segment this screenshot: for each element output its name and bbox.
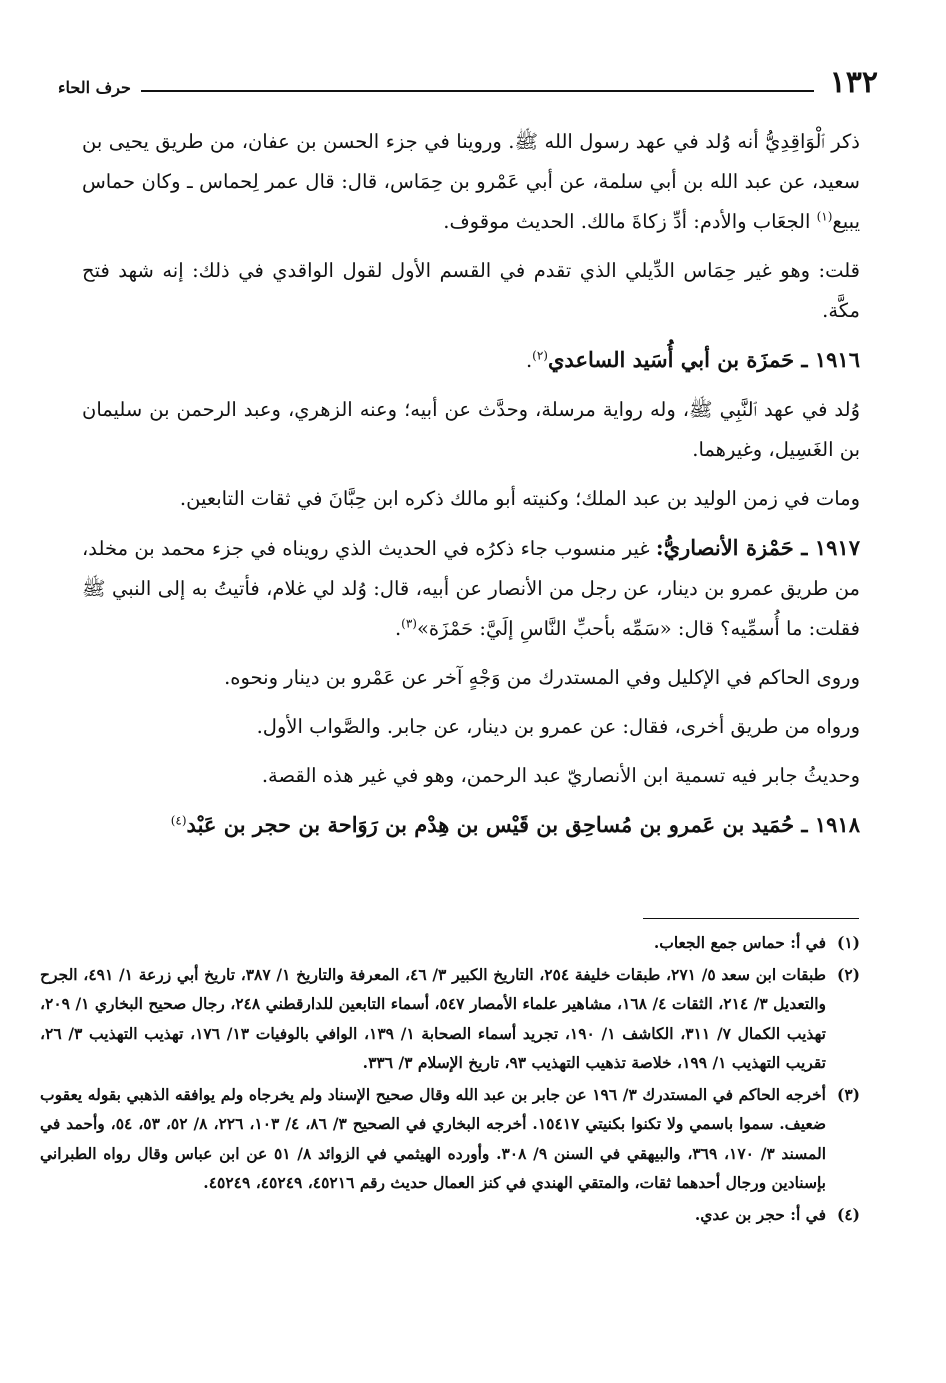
paragraph-intro: ذكر ٱلْوَاقِدِيُّ أنه وُلد في عهد رسول الله ﷺ. وروينا في جزء الحسن بن عفان، من طريق يحيى بن سعيد، عن عبد الله بن أبي سلمة، عن أبي عَمْرو بن حِمَاس، قال: قال عمر لِحماس ـ وكان حماس يبيع$^{(١)}$ الجعَاب والأدم: أدِّ زكاةَ مالك. الحديث موقوف. <box>82 130 860 233</box>
entry-1917-heading: ١٩١٧ ـ حَمْزة الأنصاريُّ: <box>655 535 860 560</box>
footnote-ref-3: (٣) <box>401 616 417 631</box>
main-text <box>82 122 860 855</box>
footnotes <box>40 928 860 1231</box>
footnote-4: (٤) في أ: حجر بن عدي. <box>694 1204 860 1224</box>
page-number: ١٣٢ <box>829 65 878 100</box>
footnote-divider <box>643 918 859 919</box>
paragraph-other-route: ورواه من طريق أخرى، فقال: عن عمرو بن دينار، عن جابر. والصَّواب الأول. <box>256 715 860 738</box>
paragraph-1916-death: ومات في زمن الوليد بن عبد الملك؛ وكنيته أبو مالك ذكره ابن حِبَّانَ في ثقات التابعين. <box>179 487 860 510</box>
entry-1916-heading: ١٩١٦ ـ حَمزَة بن أبي أُسَيد الساعدي$^{(٢)}$. <box>525 347 860 372</box>
footnote-ref-1: (١) <box>816 209 833 224</box>
paragraph-note: قلت: وهو غير حِمَاس الدِّيلي الذي تقدم في القسم الأول لقول الواقدي في ذلك: إنه شهد فتح مكَّة. <box>82 259 860 322</box>
entry-1918-heading: ١٩١٨ ـ حُمَيد بن عَمرو بن مُساحِق بن قَيْس بن هِدْم بن رَوَاحة بن حجر بن عَبْد$^{(٤)}$ <box>170 812 860 837</box>
footnote-1: (١) في أ: حماس جمع الجعاب. <box>653 933 860 952</box>
paragraph-jabir: وحديثُ جابر فيه تسمية ابن الأنصاريّ عبد الرحمن، وهو في غير هذه القصة. <box>261 764 860 787</box>
running-title: حرف الحاء <box>58 78 131 97</box>
footnote-2: (٢) طبقات ابن سعد ٥/ ٢٧١، طبقات خليفة ٢٥٤، التاريخ الكبير ٣/ ٤٦، المعرفة والتاريخ ١/ ٣٨٧، تاريخ أبي زرعة ١/ ٤٩١، الجرح والتعديل ٣/ ٢١٤، الثقات ٤/ ١٦٨، مشاهير علماء الأمصار ٥٤٧، أسماء التابعين للدارقطني ٢٤٨، رجال صحيح البخاري ١/ ٢٠٩، تهذيب الكمال ٧/ ٣١١، الكاشف ١/ ١٩٠، تجريد أسماء الصحابة ١/ ١٣٩، الوافي بالوفيات ١٣/ ١٧٦، تهذيب التهذيب ٣/ ٢٦، تقريب التهذيب ١/ ١٩٩، خلاصة تذهيب التهذيب ٩٣، تاريخ الإسلام ٣/ ٣٣٦. <box>40 964 860 1072</box>
page-header <box>58 62 878 98</box>
footnote-ref-4: (٤) <box>170 813 187 828</box>
header-rule <box>141 90 814 92</box>
entry-1917: ١٩١٧ ـ حَمْزة الأنصاريُّ: غير منسوب جاء ذكرُه في الحديث الذي رويناه في جزء محمد بن مخلد، من طريق عمرو بن دينار، عن رجل من الأنصار عن أبيه، قال: وُلد لي غلام، فأتيتُ به إلى النبي ﷺ فقلت: ما أُسمِّيه؟ قال: «سَمِّه بأحبِّ النَّاسِ إلَيَّ: حَمْزَة»$^{(٣)}$. <box>82 535 860 640</box>
footnote-ref-2: (٢) <box>532 348 548 363</box>
paragraph-hakim: وروى الحاكم في الإكليل وفي المستدرك من وَجْهٍ آخر عن عَمْرو بن دينار ونحوه. <box>224 666 860 689</box>
footnote-3: (٣) أخرجه الحاكم في المستدرك ٣/ ١٩٦ عن جابر بن عبد الله وقال صحيح الإسناد ولم يخرجاه ولم يوافقه الذهبي بقوله يعقوب ضعيف. سموا باسمي ولا تكنوا بكنيتي ١٥٤١٧. أخرجه البخاري في الصحيح ٣/ ٨٦، ٤/ ١٠٣، ٢٢٦، ٨/ ٥٢، ٥٣، ٥٤، وأحمد في المسند ٣/ ١٧٠، ٣٦٩، والبيهقي في السنن ٩/ ٣٠٨. وأورده الهيثمي في الزوائد ٨/ ٥١ عن ابن عباس وقال رواه الطبراني بإسنادين ورجال أحدهما ثقات، والمتقي الهندي في كنز العمال حديث رقم ٤٥٢١٦، ٤٥٢٤٩، ٤٥٢٤٩. <box>40 1084 860 1192</box>
paragraph-1916-birth: وُلد في عهد ٱلنَّبِي ﷺ، وله رواية مرسلة، وحدَّث عن أبيه؛ وعنه الزهري، وعبد الرحمن بن سليمان بن الغَسِيل، وغيرهما. <box>82 398 860 461</box>
